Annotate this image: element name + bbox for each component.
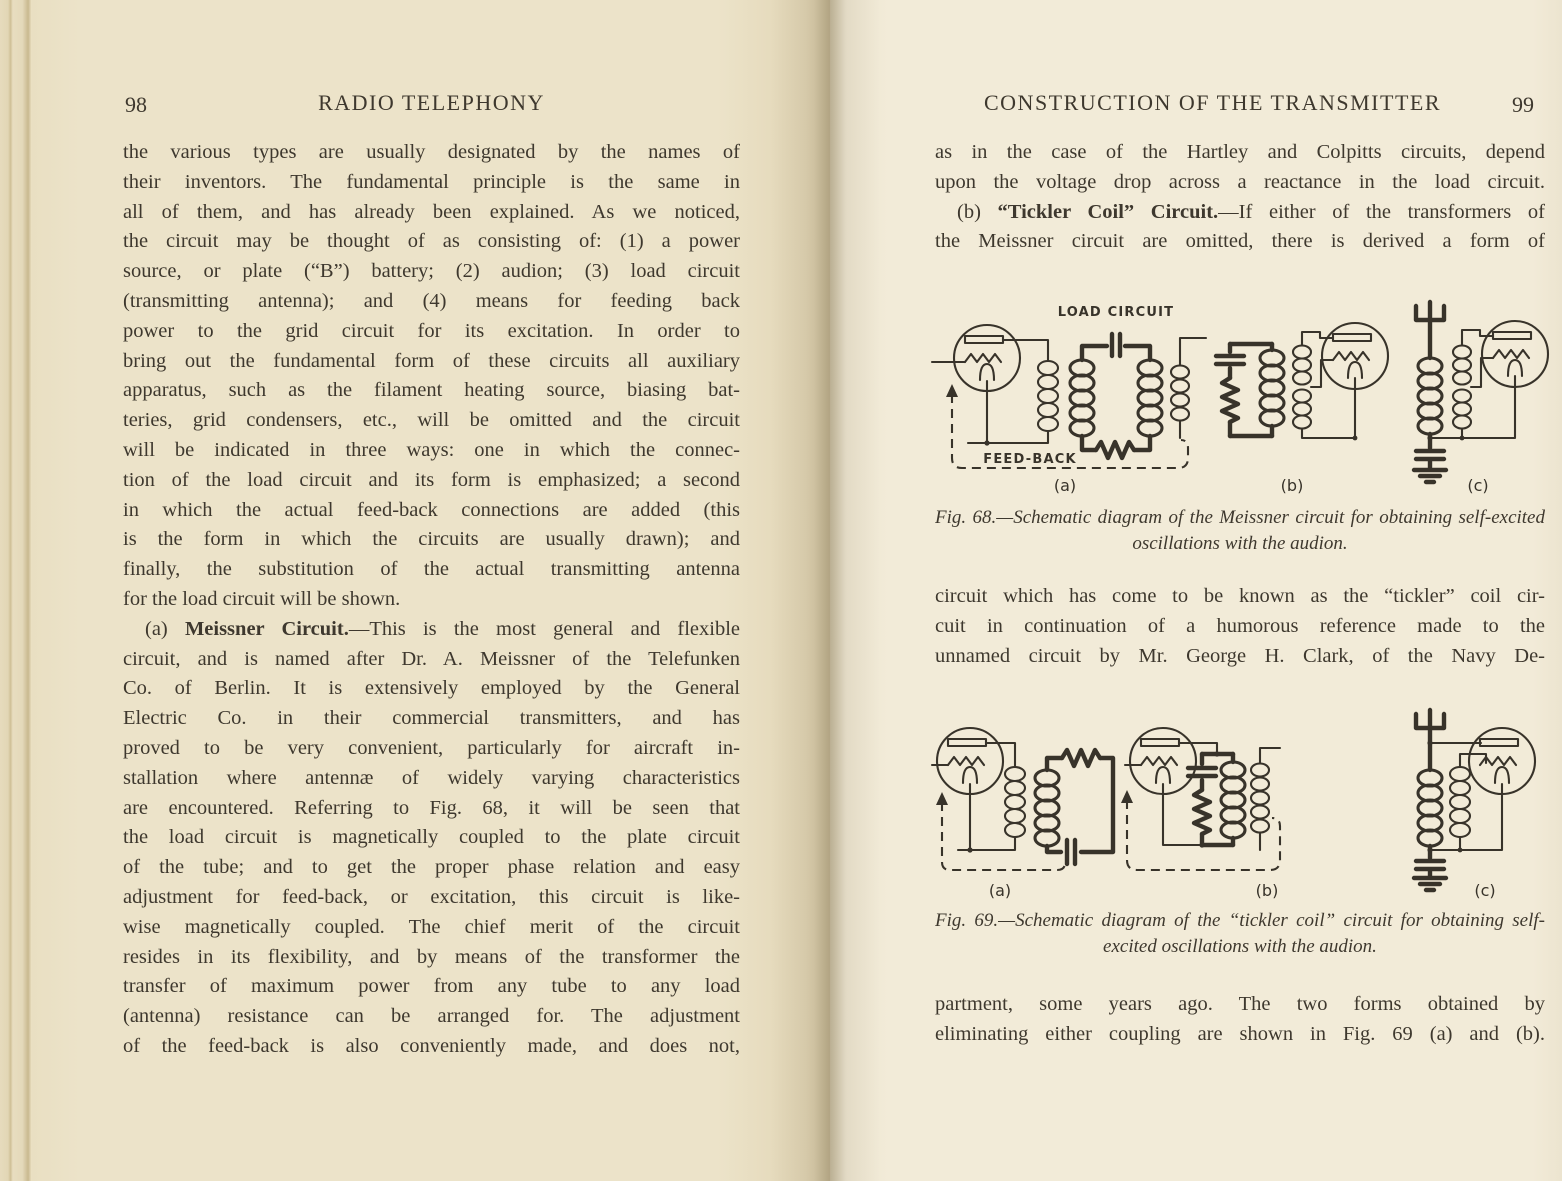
fig68-caption	[935, 505, 1545, 557]
body-line: circuit, and is named after Dr. A. Meissner of the Telefunken	[123, 647, 740, 670]
feed-back-label: Feed-Back	[983, 452, 1077, 467]
body-line: (antenna) resistance can be arranged for. The adjustment	[123, 1005, 740, 1028]
body-line: teries, grid condensers, etc., will be omitted and the circuit	[123, 409, 740, 432]
body-line: of the feed-back is also conveniently made, and does not,	[123, 1034, 740, 1057]
fig69-sublabel-b: (b)	[1255, 881, 1279, 900]
right-page-body-bottom	[935, 990, 1545, 1050]
fig68-circuit-a	[932, 305, 1206, 495]
capacitor-icon	[1188, 754, 1216, 790]
arrow-icon	[1121, 790, 1133, 803]
fig69-caption	[935, 908, 1545, 960]
load-coil-icon	[1070, 360, 1162, 436]
body-line: the Meissner circuit are omitted, there is derived a form of	[935, 230, 1545, 253]
page-number-left: 98	[125, 92, 147, 117]
ground-icon	[1414, 470, 1446, 482]
right-page-body-mid	[935, 582, 1545, 671]
fig68-circuit-c	[1414, 302, 1548, 495]
body-text: —If either of the transformers of	[1218, 200, 1545, 223]
section-title: “Tickler Coil” Circuit.	[997, 200, 1219, 223]
body-line: wise magnetically coupled. The chief merit of the circuit	[123, 915, 740, 938]
paragraph-lead-line	[935, 198, 1545, 228]
grid-coil-icon	[1038, 361, 1058, 431]
capacitor-icon	[1067, 840, 1075, 864]
left-page-body	[123, 138, 740, 1062]
page-stack-edge	[0, 0, 32, 1181]
section-title: Meissner Circuit.	[184, 617, 349, 640]
fig69-sublabel-c: (c)	[1474, 881, 1496, 900]
fig69-circuit-a	[932, 728, 1113, 900]
running-head-right: CONSTRUCTION OF THE TRANSMITTER	[984, 90, 1441, 115]
caption-line: Fig. 69.—Schematic diagram of the “tickler coil” circuit for obtaining self-	[935, 910, 1545, 931]
body-line: the circuit may be thought of as consisting of: (1) a power	[123, 230, 740, 253]
body-line: are encountered. Referring to Fig. 68, it will be seen that	[123, 796, 740, 819]
arrow-icon	[946, 384, 958, 397]
body-line: source, or plate (“B”) battery; (2) audion; (3) load circuit	[123, 260, 740, 283]
load-coil-icon	[1035, 770, 1059, 846]
figure-68-schematic	[930, 288, 1560, 500]
body-line: bring out the fundamental form of these circuits all auxiliary	[123, 349, 740, 372]
body-line: adjustment for feed-back, or excitation, this circuit is like-	[123, 885, 740, 908]
load-circuit-label: Load Circuit	[1057, 305, 1175, 320]
antenna-icon	[1416, 302, 1444, 320]
coupling-coils-icon	[1293, 346, 1311, 429]
capacitor-icon	[1112, 334, 1120, 356]
body-line: all of them, and has already been explained. As we noticed,	[123, 200, 740, 223]
resistor-icon	[1062, 750, 1100, 766]
arrow-icon	[936, 792, 948, 805]
body-line: partment, some years ago. The two forms obtained by	[935, 993, 1545, 1015]
caption-line: excited oscillations with the audion.	[1103, 936, 1377, 957]
body-line: apparatus, such as the filament heating source, biasing bat-	[123, 379, 740, 402]
figure-69-schematic	[930, 700, 1560, 905]
fig69-circuit-b	[1121, 728, 1280, 900]
body-line: is the form in which the circuits are usually drawn); and	[123, 528, 740, 551]
body-line: Co. of Berlin. It is extensively employed by the General	[123, 677, 740, 700]
grid-coil-icon	[1005, 767, 1025, 837]
body-line: power to the grid circuit for its excitation. In order to	[123, 319, 740, 342]
fig68-sublabel-c: (c)	[1467, 476, 1489, 495]
load-coil-icon	[1221, 762, 1245, 838]
caption-line: oscillations with the audion.	[1132, 533, 1348, 554]
resistor-icon	[1194, 790, 1210, 834]
caption-line: Fig. 68.—Schematic diagram of the Meissner circuit for obtaining self-excited	[935, 507, 1545, 528]
running-head-left: RADIO TELEPHONY	[318, 90, 545, 115]
load-coil-icon	[1260, 350, 1284, 426]
fig68-sublabel-a: (a)	[1053, 476, 1077, 495]
body-line: for the load circuit will be shown.	[123, 587, 401, 610]
antenna-coil-icon	[1418, 770, 1442, 846]
body-line: eliminating either coupling are shown in Fig. 69 (a) and (b).	[935, 1022, 1545, 1045]
body-line: tion of the load circuit and its form is emphasized; a second	[123, 468, 740, 491]
body-line: their inventors. The fundamental principle is the same in	[123, 170, 740, 193]
resistor-icon	[1096, 442, 1134, 458]
body-line: cuit in continuation of a humorous reference made to the	[935, 614, 1545, 637]
body-line: (transmitting antenna); and (4) means for feeding back	[123, 289, 740, 312]
body-line: of the tube; and to get the proper phase relation and easy	[123, 856, 740, 879]
body-line: unnamed circuit by Mr. George H. Clark, of the Navy De-	[935, 644, 1545, 667]
body-line: transfer of maximum power from any tube to any load	[123, 975, 740, 998]
body-line: the load circuit is magnetically coupled to the plate circuit	[123, 826, 740, 849]
list-marker: (b)	[957, 200, 998, 223]
list-marker: (a)	[145, 617, 185, 640]
resistor-icon	[1222, 378, 1238, 422]
feedback-dashed-path	[942, 802, 1065, 870]
tickler-coil-icon	[1450, 767, 1470, 837]
antenna-coil-icon	[1418, 358, 1442, 434]
fig69-sublabel-a: (a)	[988, 881, 1012, 900]
body-line: circuit which has come to be known as the “tickler” coil cir-	[935, 585, 1545, 607]
body-line: finally, the substitution of the actual transmitting antenna	[123, 558, 740, 581]
body-line: the various types are usually designated by the names of	[123, 141, 740, 163]
body-line: in which the actual feed-back connections are added (this	[123, 498, 740, 521]
fig68-sublabel-b: (b)	[1280, 476, 1304, 495]
body-line: upon the voltage drop across a reactance in the load circuit.	[935, 170, 1545, 193]
body-line: stallation where antennæ of widely varying characteristics	[123, 766, 740, 789]
body-line: resides in its flexibility, and by means of the transformer the	[123, 945, 740, 968]
page-number-right: 99	[1512, 92, 1534, 117]
paragraph-lead-line	[123, 615, 740, 645]
feedback-coil-icon	[1171, 366, 1189, 421]
coupling-coils-icon	[1453, 346, 1471, 429]
body-line: proved to be very convenient, particularly for aircraft in-	[123, 736, 740, 759]
body-line: Electric Co. in their commercial transmitters, and has	[123, 707, 740, 730]
antenna-icon	[1416, 710, 1444, 728]
fig68-circuit-b	[1216, 323, 1388, 495]
ground-icon	[1414, 878, 1446, 890]
right-page-body-top	[935, 138, 1545, 257]
fig69-circuit-c	[1414, 710, 1535, 900]
tickler-coil-icon	[1251, 764, 1269, 833]
body-line: as in the case of the Hartley and Colpitts circuits, depend	[935, 141, 1545, 163]
body-line: will be indicated in three ways: one in which the connec-	[123, 438, 740, 461]
body-text: —This is the most general and flexible	[348, 617, 740, 640]
